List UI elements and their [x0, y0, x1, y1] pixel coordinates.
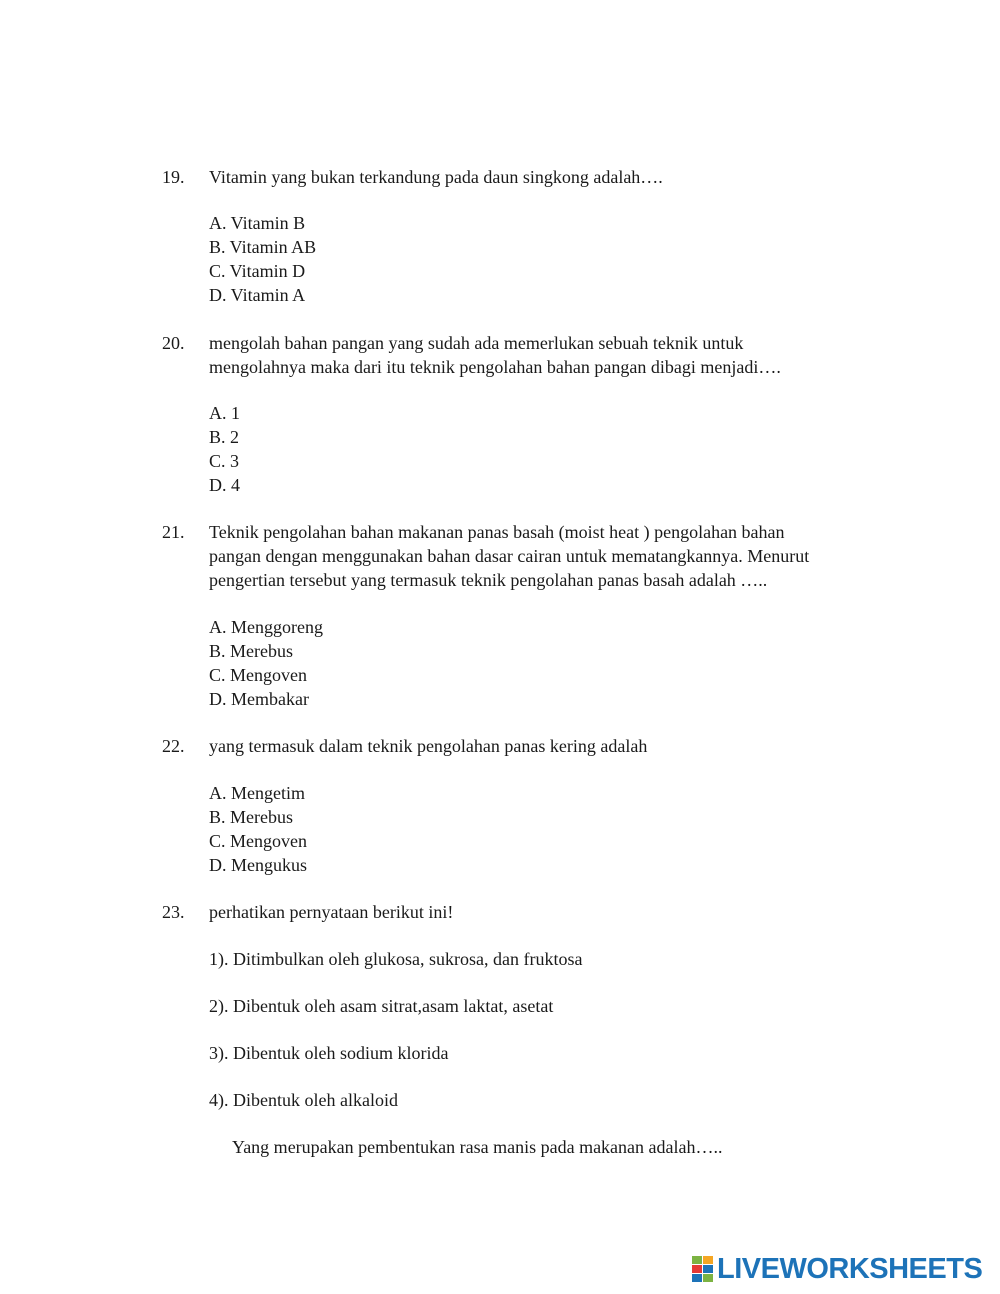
question-23-text: perhatikan pernyataan berikut ini! [209, 902, 454, 922]
question-22-option-a[interactable]: A. Mengetim [209, 783, 305, 803]
question-22-text: yang termasuk dalam teknik pengolahan panas kering adalah [209, 736, 648, 756]
question-19-option-c[interactable]: C. Vitamin D [209, 261, 306, 281]
liveworksheets-logo-text: LIVEWORKSHEETS [717, 1253, 983, 1285]
question-20-option-d[interactable]: D. 4 [209, 475, 240, 495]
question-20-text-line-2: mengolahnya maka dari itu teknik pengolahan bahan pangan dibagi menjadi…. [209, 357, 781, 377]
question-21-text-line-1: Teknik pengolahan bahan makanan panas basah (moist heat ) pengolahan bahan [209, 522, 785, 542]
question-20-option-a[interactable]: A. 1 [209, 403, 240, 423]
question-23-statement-3: 3). Dibentuk oleh sodium klorida [209, 1043, 449, 1063]
question-20-text-line-1: mengolah bahan pangan yang sudah ada memerlukan sebuah teknik untuk [209, 333, 744, 353]
question-22-option-b[interactable]: B. Merebus [209, 807, 293, 827]
question-22-number: 22. [162, 736, 185, 756]
question-21-text-line-2: pangan dengan menggunakan bahan dasar cairan untuk mematangkannya. Menurut [209, 546, 810, 566]
question-20-number: 20. [162, 333, 185, 353]
question-21-number: 21. [162, 522, 185, 542]
liveworksheets-logo [692, 1254, 982, 1284]
question-23-statement-4: 4). Dibentuk oleh alkaloid [209, 1090, 398, 1110]
question-23-statement-1: 1). Ditimbulkan oleh glukosa, sukrosa, dan fruktosa [209, 949, 583, 969]
question-21-option-b[interactable]: B. Merebus [209, 641, 293, 661]
question-20-option-b[interactable]: B. 2 [209, 427, 240, 447]
question-23-prompt: Yang merupakan pembentukan rasa manis pada makanan adalah….. [232, 1137, 723, 1157]
question-19-option-a[interactable]: A. Vitamin B [209, 213, 306, 233]
question-22-option-d[interactable]: D. Mengukus [209, 855, 307, 875]
question-19-number: 19. [162, 167, 185, 187]
question-19-option-d[interactable]: D. Vitamin A [209, 285, 306, 305]
question-23-number: 23. [162, 902, 185, 922]
question-21-option-a[interactable]: A. Menggoreng [209, 617, 323, 637]
question-21-text-line-3: pengertian tersebut yang termasuk teknik pengolahan panas basah adalah ….. [209, 570, 768, 590]
liveworksheets-mark-icon [692, 1256, 714, 1282]
question-19-option-b[interactable]: B. Vitamin AB [209, 237, 317, 257]
question-20-option-c[interactable]: C. 3 [209, 451, 240, 471]
question-23-statement-2: 2). Dibentuk oleh asam sitrat,asam laktat, asetat [209, 996, 554, 1016]
question-21-option-d[interactable]: D. Membakar [209, 689, 309, 709]
question-22-option-c[interactable]: C. Mengoven [209, 831, 307, 851]
question-19-text: Vitamin yang bukan terkandung pada daun singkong adalah…. [209, 167, 663, 187]
question-21-option-c[interactable]: C. Mengoven [209, 665, 307, 685]
